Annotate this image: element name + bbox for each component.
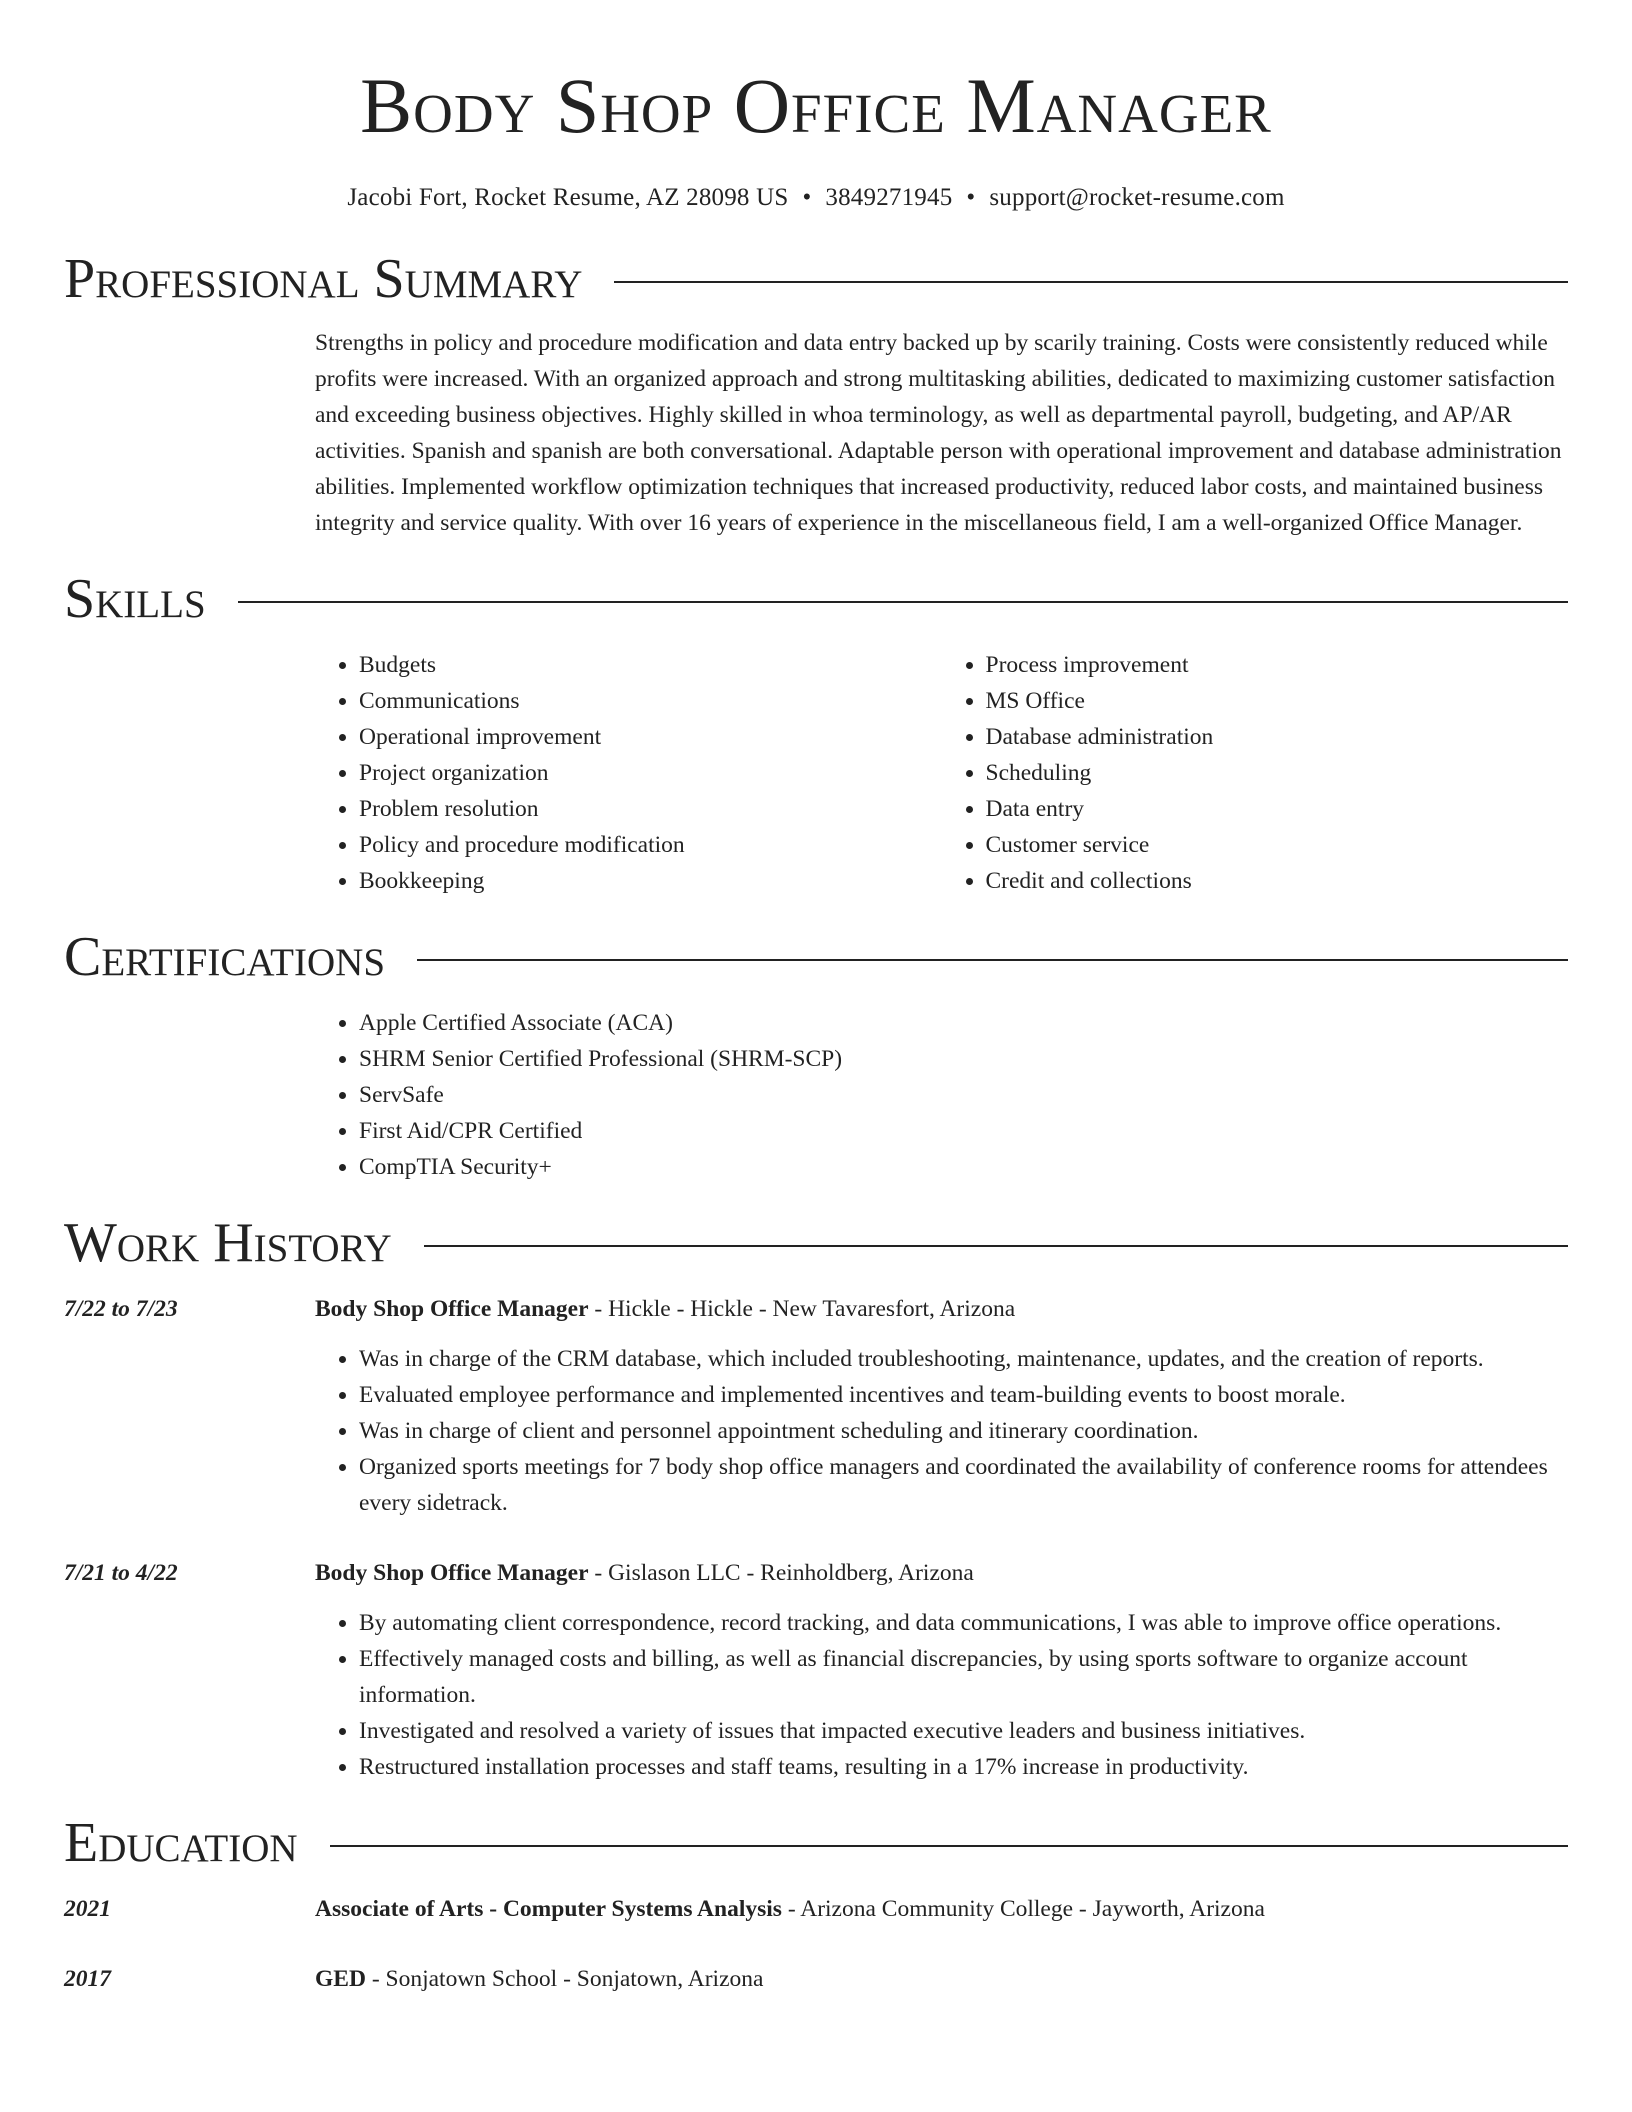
summary-body	[315, 325, 1568, 541]
work-bullet: • Organized sports meetings for 7 body shop office managers and coordinated the availability of conference rooms for attendees every sidetrack.	[359, 1449, 1568, 1521]
skills-list	[315, 647, 1568, 899]
certifications-list	[315, 1005, 1568, 1185]
education-school: - Arizona Community College - Jayworth, Arizona	[781, 1896, 1265, 1922]
work-entry	[64, 1291, 1568, 1521]
work-entry	[64, 1555, 1568, 1785]
work-bullet: • Was in charge of the CRM database, which included troubleshooting, maintenance, updates, and the creation of reports.	[359, 1341, 1568, 1377]
skill-item: • Budgets	[359, 647, 942, 683]
skill-item: • Operational improvement	[359, 719, 942, 755]
certification-item: • SHRM Senior Certified Professional (SHRM-SCP)	[359, 1041, 1568, 1077]
certification-item: • Apple Certified Associate (ACA)	[359, 1005, 1568, 1041]
education-year: 2017	[64, 1966, 111, 1992]
contact-address: Jacobi Fort, Rocket Resume, AZ 28098 US	[347, 184, 789, 211]
work-bullet: • Investigated and resolved a variety of issues that impacted executive leaders and business initiatives.	[359, 1713, 1568, 1749]
section-divider	[417, 959, 1568, 961]
skill-item: • Scheduling	[986, 755, 1569, 791]
resume-page	[64, 60, 1568, 1997]
work-bullet: • Was in charge of client and personnel appointment scheduling and itinerary coordination.	[359, 1413, 1568, 1449]
skill-item: • Communications	[359, 683, 942, 719]
certification-item: • ServSafe	[359, 1077, 1568, 1113]
certification-item: • First Aid/CPR Certified	[359, 1113, 1568, 1149]
contact-email: support@rocket-resume.com	[989, 184, 1285, 211]
skill-item: • Database administration	[986, 719, 1569, 755]
certifications-section-header	[64, 925, 1568, 989]
resume-title: Body Shop Office Manager	[360, 62, 1272, 149]
skill-item: • Project organization	[359, 755, 942, 791]
education-entry	[64, 1891, 1568, 1927]
job-employer: - Hickle - Hickle - New Tavaresfort, Arizona	[588, 1296, 1016, 1322]
education-section-header	[64, 1811, 1568, 1875]
skill-item: • Policy and procedure modification	[359, 827, 942, 863]
summary-heading: Professional Summary	[64, 248, 583, 310]
contact-line	[64, 182, 1568, 214]
job-title: Body Shop Office Manager	[315, 1560, 589, 1586]
skill-item: • MS Office	[986, 683, 1569, 719]
skill-item: • Problem resolution	[359, 791, 942, 827]
skills-heading: Skills	[64, 568, 206, 630]
skill-item: • Process improvement	[986, 647, 1569, 683]
section-divider	[614, 281, 1568, 283]
skill-item: • Credit and collections	[986, 863, 1569, 899]
skill-item: • Customer service	[986, 827, 1569, 863]
skills-column-left	[315, 647, 942, 899]
section-divider	[330, 1845, 1568, 1847]
education-school: - Sonjatown School - Sonjatown, Arizona	[365, 1966, 764, 1992]
section-divider	[238, 601, 1568, 603]
work-bullet: • Evaluated employee performance and implemented incentives and team-building events to boost morale.	[359, 1377, 1568, 1413]
skill-item: • Data entry	[986, 791, 1569, 827]
work-bullet: • Restructured installation processes and staff teams, resulting in a 17% increase in productivity.	[359, 1749, 1568, 1785]
education-year: 2021	[64, 1896, 111, 1922]
education-line	[315, 1891, 1568, 1927]
education-entry	[64, 1961, 1568, 1997]
education-line	[315, 1961, 1568, 1997]
work-bullet: • By automating client correspondence, record tracking, and data communications, I was able to improve office operations.	[359, 1605, 1568, 1641]
job-employer: - Gislason LLC - Reinholdberg, Arizona	[588, 1560, 974, 1586]
section-divider	[424, 1245, 1568, 1247]
work-heading: Work History	[64, 1212, 392, 1274]
work-section-header	[64, 1211, 1568, 1275]
contact-separator: •	[966, 184, 976, 211]
contact-separator: •	[802, 184, 812, 211]
work-dates: 7/21 to 4/22	[64, 1560, 178, 1586]
contact-phone: 3849271945	[825, 184, 953, 211]
work-heading-line	[315, 1555, 1568, 1591]
work-dates: 7/22 to 7/23	[64, 1296, 178, 1322]
work-bullet: • Effectively managed costs and billing, as well as financial discrepancies, by using sports software to organize account information.	[359, 1641, 1568, 1713]
certification-item: • CompTIA Security+	[359, 1149, 1568, 1185]
certifications-heading: Certifications	[64, 926, 386, 988]
work-heading-line	[315, 1291, 1568, 1327]
education-heading: Education	[64, 1812, 298, 1874]
education-degree: Associate of Arts - Computer Systems Analysis	[315, 1896, 782, 1922]
skill-item: • Bookkeeping	[359, 863, 942, 899]
job-title: Body Shop Office Manager	[315, 1296, 589, 1322]
skills-section-header	[64, 567, 1568, 631]
summary-text: Strengths in policy and procedure modification and data entry backed up by scarily training. Costs were consistently reduced while profits were increased. With an organized approach and strong multitasking abilities, dedicated to maximizing customer satisfaction and exceeding business objectives. Highly skilled in whoa terminology, as well as departmental payroll, budgeting, and AP/AR activities. Spanish and spanish are both conversational. Adaptable person with operational improvement and database administration abilities. Implemented workflow optimization techniques that increased productivity, reduced labor costs, and maintained business integrity and service quality. With over 16 years of experience in the miscellaneous field, I am a well-organized Office Manager.	[315, 330, 1562, 536]
skills-column-right	[942, 647, 1569, 899]
education-degree: GED	[315, 1966, 366, 1992]
summary-section-header	[64, 247, 1568, 311]
